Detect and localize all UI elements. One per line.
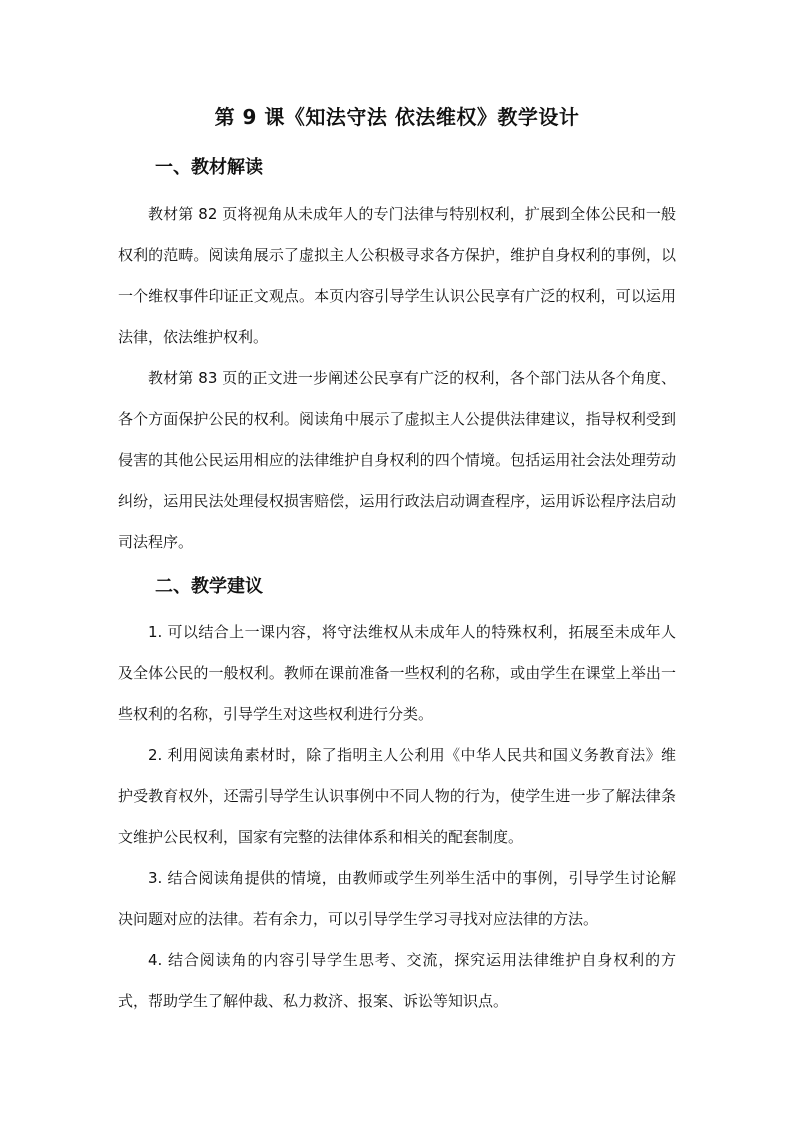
paragraph-suggestion-1: 1. 可以结合上一课内容，将守法维权从未成年人的特殊权利，拓展至未成年人及全体公民的一般权利。教师在课前准备一些权利的名称，或由学生在课堂上举出一些权利的名称，引导学生对这些权利进行分类。 <box>118 623 676 723</box>
paragraph-suggestion-4: 4. 结合阅读角的内容引导学生思考、交流，探究运用法律维护自身权利的方式，帮助学生了解仲裁、私力救济、报案、诉讼等知识点。 <box>118 951 676 1010</box>
paragraph-textbook-p82: 教材第 82 页将视角从未成年人的专门法律与特别权利，扩展到全体公民和一般权利的范畴。阅读角展示了虚拟主人公积极寻求各方保护，维护自身权利的事例，以一个维权事件印证正文观点。本页内容引导学生认识公民享有广泛的权利，可以运用法律，依法维护权利。 <box>118 205 676 346</box>
paragraph-textbook-p83: 教材第 83 页的正文进一步阐述公民享有广泛的权利，各个部门法从各个角度、各个方面保护公民的权利。阅读角中展示了虚拟主人公提供法律建议，指导权利受到侵害的其他公民运用相应的法律维护自身权利的四个情境。包括运用社会法处理劳动纠纷，运用民法处理侵权损害赔偿，运用行政法启动调查程序，运用诉讼程序法启动司法程序。 <box>118 369 676 551</box>
page-title: 第 9 课《知法守法 依法维权》教学设计 <box>214 105 580 129</box>
paragraph-suggestion-3: 3. 结合阅读角提供的情境，由教师或学生列举生活中的事例，引导学生讨论解决问题对应的法律。若有余力，可以引导学生学习寻找对应法律的方法。 <box>118 869 676 928</box>
paragraph-suggestion-2: 2. 利用阅读角素材时，除了指明主人公利用《中华人民共和国义务教育法》维护受教育权外，还需引导学生认识事例中不同人物的行为，使学生进一步了解法律条文维护公民权利，国家有完整的法律体系和相关的配套制度。 <box>118 746 676 846</box>
section-heading-teaching-suggestions: 二、教学建议 <box>155 576 263 597</box>
section-heading-textbook-analysis: 一、教材解读 <box>155 157 263 178</box>
